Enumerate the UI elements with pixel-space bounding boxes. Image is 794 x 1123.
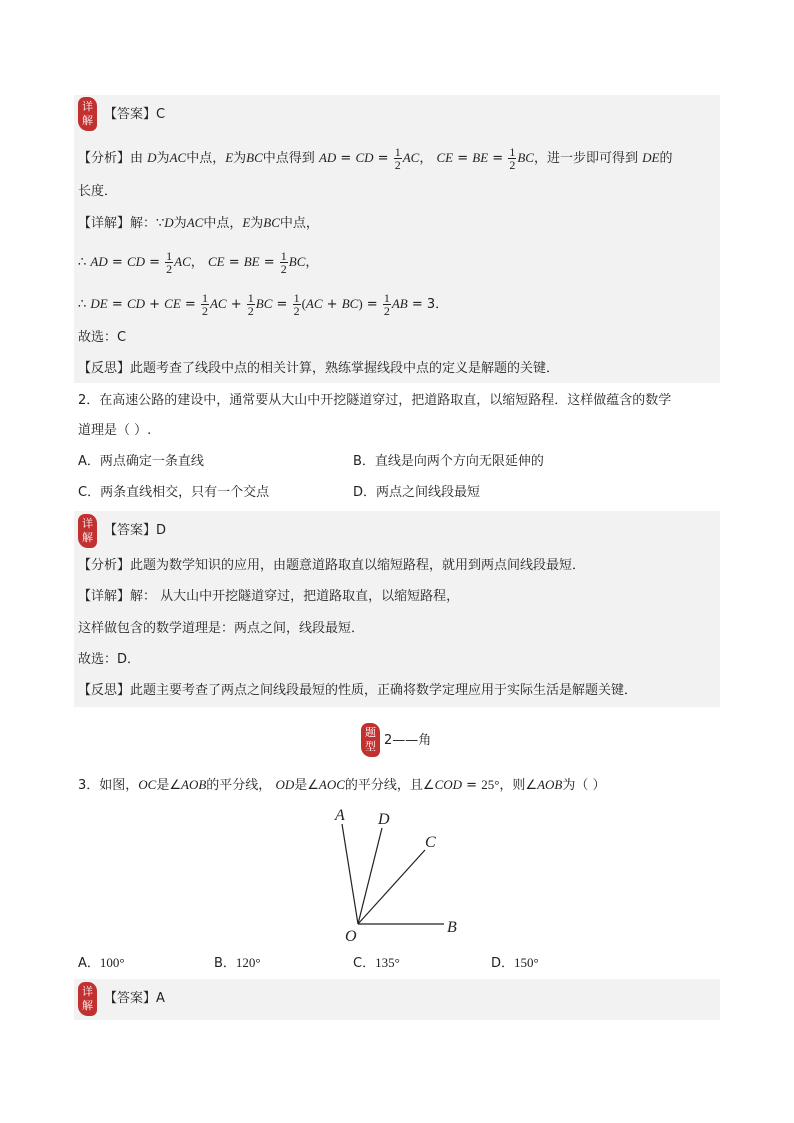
q3-answer-block (74, 979, 720, 1020)
label-o: O (345, 928, 357, 945)
ray-od (358, 828, 382, 924)
q2-detail-line1: 【详解】解： 从大山中开挖隧道穿过，把道路取直，以缩短路程， (78, 589, 460, 604)
label-d: D (378, 811, 390, 828)
q2-option-d[interactable]: D．两点之间线段最短 (353, 485, 481, 500)
q3-option-d[interactable]: D．150° (491, 955, 539, 971)
q2-answer: 【答案】D (104, 523, 167, 538)
q2-answer-block (74, 511, 720, 707)
q2-option-a[interactable]: A．两点确定一条直线 (78, 454, 204, 469)
tixing-seal: 题 型 (361, 723, 380, 757)
q3-option-b[interactable]: B．120° (214, 955, 261, 971)
q3-stem: 3．如图，OC是∠AOB的平分线， OD是∠AOC的平分线，且∠COD = 25°，则∠AOB为（ ） (78, 777, 606, 793)
q3-option-a[interactable]: A．100° (78, 955, 125, 971)
q2-choose: 故选：D． (78, 652, 141, 667)
q2-option-b[interactable]: B．直线是向两个方向无限延伸的 (353, 454, 544, 469)
q2-option-c[interactable]: C．两条直线相交，只有一个交点 (78, 485, 270, 500)
q3-answer: 【答案】A (104, 991, 165, 1006)
q2-stem-line2: 道理是（ ）. (78, 423, 152, 438)
label-a: A (335, 807, 345, 824)
q1-choose: 故选：C (78, 330, 127, 345)
q2-stem-line1: 2．在高速公路的建设中，通常要从大山中开挖隧道穿过，把道路取直，以缩短路程．这样做蕴含的数学 (78, 393, 672, 408)
q1-reflect: 【反思】此题考查了线段中点的相关计算，熟练掌握线段中点的定义是解题的关键． (78, 361, 560, 376)
q2-reflect: 【反思】此题主要考查了两点之间线段最短的性质，正确将数学定理应用于实际生活是解题关键． (78, 683, 638, 698)
q1-step1: ∴ AD = CD = $\frac{1}{2}$ AC， CE = BE = $\frac{1}{2}$ BC， (78, 249, 319, 276)
ray-oc (358, 850, 425, 924)
q1-analysis: 【分析】由 D为AC中点，E为BC中点得到 AD = CD = $\frac{1}{2}$ AC， CE = BE = $\frac{1}{2}$ BC，进一步即可得到 DE的 (78, 145, 673, 172)
xiangjie-seal: 详 解 (78, 97, 97, 131)
q1-detail: 【详解】解：∵D为AC中点，E为BC中点， (78, 215, 319, 231)
xiangjie-seal: 详 解 (78, 514, 97, 548)
label-c: C (425, 834, 436, 851)
q1-analysis-line2: 长度． (78, 184, 118, 199)
q3-option-c[interactable]: C．135° (353, 955, 400, 971)
xiangjie-seal: 详 解 (78, 982, 97, 1016)
label-b: B (447, 919, 457, 936)
ray-oa (342, 824, 358, 924)
q2-detail-line2: 这样做包含的数学道理是：两点之间，线段最短． (78, 621, 365, 636)
section-title: 2——角 (384, 733, 432, 748)
q2-analysis: 【分析】此题为数学知识的应用，由题意道路取直以缩短路程，就用到两点间线段最短． (78, 558, 586, 573)
q1-answer-block (74, 95, 720, 383)
q1-answer: 【答案】C (104, 107, 166, 122)
q1-step2: ∴ DE = CD + CE = $\frac{1}{2}$ AC + $\frac{1}{2}$ BC = $\frac{1}{2}$ (AC + BC) = $\frac{1}{2}$ AB = 3． (78, 291, 449, 318)
